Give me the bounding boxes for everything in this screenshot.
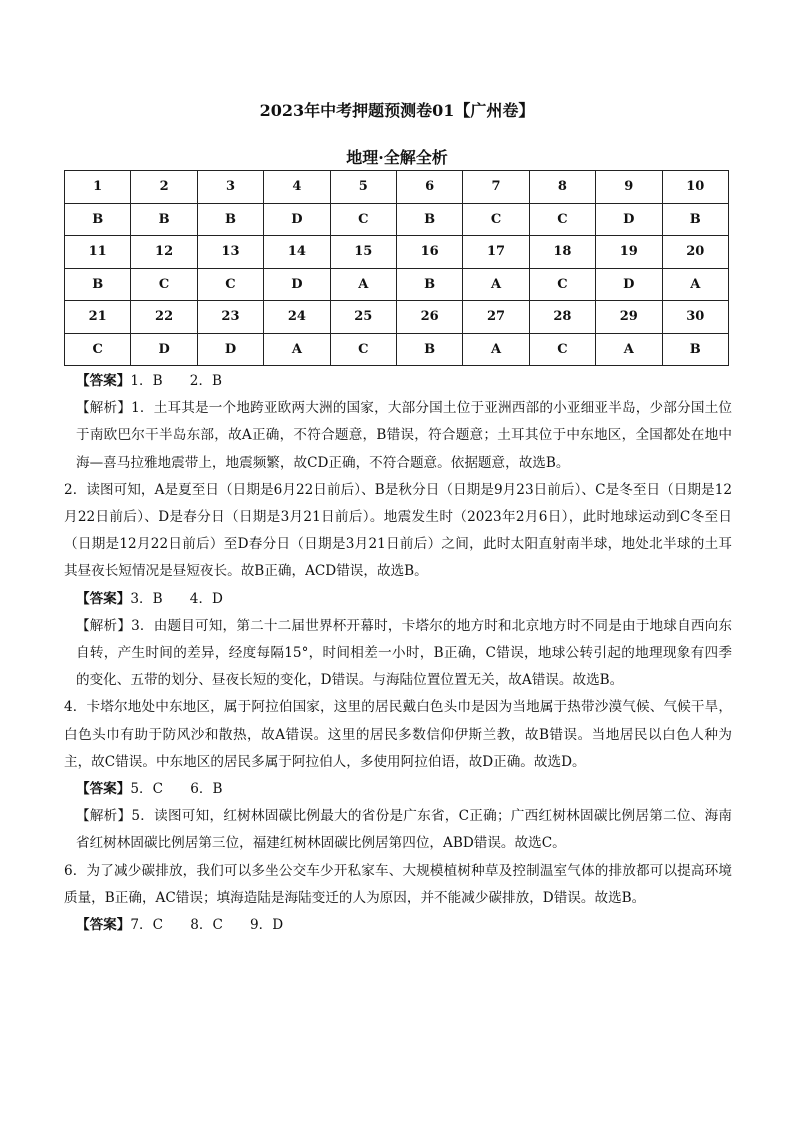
table-cell: 24	[264, 301, 330, 334]
section-text: 5．C 6．B	[130, 781, 223, 798]
table-cell: A	[662, 268, 728, 301]
explanation-body	[64, 368, 732, 939]
table-cell: B	[131, 203, 197, 236]
table-cell: 29	[596, 301, 662, 334]
table-cell: D	[596, 268, 662, 301]
table-cell: 16	[396, 236, 462, 269]
page-subtitle: 地理·全解全析	[346, 148, 448, 167]
section-tag: 【解析】	[76, 617, 132, 634]
table-cell: C	[529, 268, 595, 301]
table-row	[65, 268, 729, 301]
table-cell: A	[330, 268, 396, 301]
table-row	[65, 203, 729, 236]
section-text: 1．土耳其是一个地跨亚欧两大洲的国家，大部分国土位于亚洲西部的小亚细亚半岛，少部分国土位于南欧巴尔干半岛东部，故A正确，不符合题意，B错误，符合题意；土耳其位于中东地区，全国都处在地中海—喜马拉雅地震带上，地震频繁，故CD正确，不符合题意。依据题意，故选B。	[76, 400, 732, 471]
section-text: 7．C 8．C 9．D	[130, 917, 284, 934]
table-cell: 13	[197, 236, 263, 269]
answer-line	[64, 586, 732, 613]
table-cell: 10	[662, 171, 728, 204]
table-cell: 3	[197, 171, 263, 204]
table-cell: C	[197, 268, 263, 301]
explanation-paragraph	[64, 613, 732, 695]
section-text: 6．为了减少碳排放，我们可以多坐公交车少开私家车、大规模植树种草及控制温室气体的排放都可以提高环境质量，B正确，AC错误；填海造陆是海陆变迁的人为原因，并不能减少碳排放，D错误。故选B。	[64, 862, 732, 906]
table-cell: B	[65, 203, 131, 236]
section-tag: 【解析】	[76, 400, 132, 417]
table-cell: B	[396, 268, 462, 301]
table-cell: D	[264, 203, 330, 236]
answer-table	[64, 170, 729, 366]
table-cell: C	[529, 203, 595, 236]
table-cell: C	[463, 203, 529, 236]
table-cell: A	[463, 333, 529, 366]
table-cell: 7	[463, 171, 529, 204]
table-cell: C	[529, 333, 595, 366]
section-tag: 【答案】	[76, 590, 131, 607]
table-cell: 20	[662, 236, 728, 269]
table-cell: 4	[264, 171, 330, 204]
table-cell: 12	[131, 236, 197, 269]
table-cell: 15	[330, 236, 396, 269]
table-cell: B	[197, 203, 263, 236]
explanation-paragraph	[64, 477, 732, 586]
section-tag: 【答案】	[76, 781, 131, 798]
answer-line	[64, 368, 732, 395]
table-cell: B	[662, 203, 728, 236]
table-cell: D	[264, 268, 330, 301]
table-cell: B	[65, 268, 131, 301]
table-cell: D	[197, 333, 263, 366]
explanation-paragraph	[64, 803, 732, 857]
table-row	[65, 171, 729, 204]
table-row	[65, 301, 729, 334]
table-cell: 28	[529, 301, 595, 334]
section-text: 5．读图可知，红树林固碳比例最大的省份是广东省，C正确；广西红树林固碳比例居第二位、海南省红树林固碳比例居第三位，福建红树林固碳比例居第四位，ABD错误。故选C。	[76, 808, 733, 852]
table-cell: C	[330, 203, 396, 236]
section-tag: 【答案】	[76, 917, 131, 934]
table-cell: 19	[596, 236, 662, 269]
section-text: 4．卡塔尔地处中东地区，属于阿拉伯国家，这里的居民戴白色头巾是因为当地属于热带沙漠气候、气候干旱，白色头巾有助于防风沙和散热，故A错误。这里的居民多数信仰伊斯兰教，故B错误。当地居民以白色人种为主，故C错误。中东地区的居民多属于阿拉伯人，多使用阿拉伯语，故D正确。故选D。	[64, 699, 732, 770]
section-text: 1．B 2．B	[130, 373, 223, 389]
table-cell: 30	[662, 301, 728, 334]
section-text: 3．由题目可知，第二十二届世界杯开幕时，卡塔尔的地方时和北京地方时不同是由于地球自西向东自转，产生时间的差异，经度每隔15°，时间相差一小时，B正确，C错误，地球公转引起的地理现象有四季的变化、五带的划分、昼夜长短的变化，D错误。与海陆位置位置无关，故A错误。故选B。	[76, 617, 732, 689]
page-title: 2023年中考押题预测卷01【广州卷】	[259, 101, 535, 120]
explanation-paragraph	[64, 694, 732, 776]
table-cell: B	[662, 333, 728, 366]
table-cell: 26	[396, 301, 462, 334]
table-cell: B	[396, 333, 462, 366]
table-row	[65, 236, 729, 269]
table-cell: 23	[197, 301, 263, 334]
table-cell: A	[596, 333, 662, 366]
table-cell: 18	[529, 236, 595, 269]
table-cell: 6	[396, 171, 462, 204]
table-cell: 22	[131, 301, 197, 334]
explanation-paragraph	[64, 395, 732, 477]
table-cell: 2	[131, 171, 197, 204]
table-row	[65, 333, 729, 366]
table-cell: 8	[529, 171, 595, 204]
table-cell: C	[131, 268, 197, 301]
table-cell: 9	[596, 171, 662, 204]
table-cell: 25	[330, 301, 396, 334]
answer-line	[64, 912, 732, 939]
table-cell: 21	[65, 301, 131, 334]
table-cell: 27	[463, 301, 529, 334]
table-cell: B	[396, 203, 462, 236]
section-text: 2．读图可知，A是夏至日（日期是6月22日前后）、B是秋分日（日期是9月23日前后）、C是冬至日（日期是12月22日前后）、D是春分日（日期是3月21日前后）。地震发生时（2023年2月6日），此时地球运动到C冬至日（日期是12月22日前后）至D春分日（日期是3月21日前后）之间，此时太阳直射南半球，地处北半球的土耳其昼夜长短情况是昼短夜长。故B正确，ACD错误，故选B。	[64, 481, 732, 580]
answer-line	[64, 776, 732, 803]
table-cell: A	[463, 268, 529, 301]
table-cell: 14	[264, 236, 330, 269]
table-cell: 11	[65, 236, 131, 269]
table-cell: 1	[65, 171, 131, 204]
section-tag: 【解析】	[76, 808, 132, 825]
section-tag: 【答案】	[76, 373, 131, 389]
table-cell: 5	[330, 171, 396, 204]
explanation-paragraph	[64, 858, 732, 912]
table-cell: 17	[463, 236, 529, 269]
table-cell: A	[264, 333, 330, 366]
table-cell: C	[330, 333, 396, 366]
table-cell: D	[596, 203, 662, 236]
table-cell: C	[65, 333, 131, 366]
section-text: 3．B 4．D	[130, 590, 223, 607]
table-cell: D	[131, 333, 197, 366]
